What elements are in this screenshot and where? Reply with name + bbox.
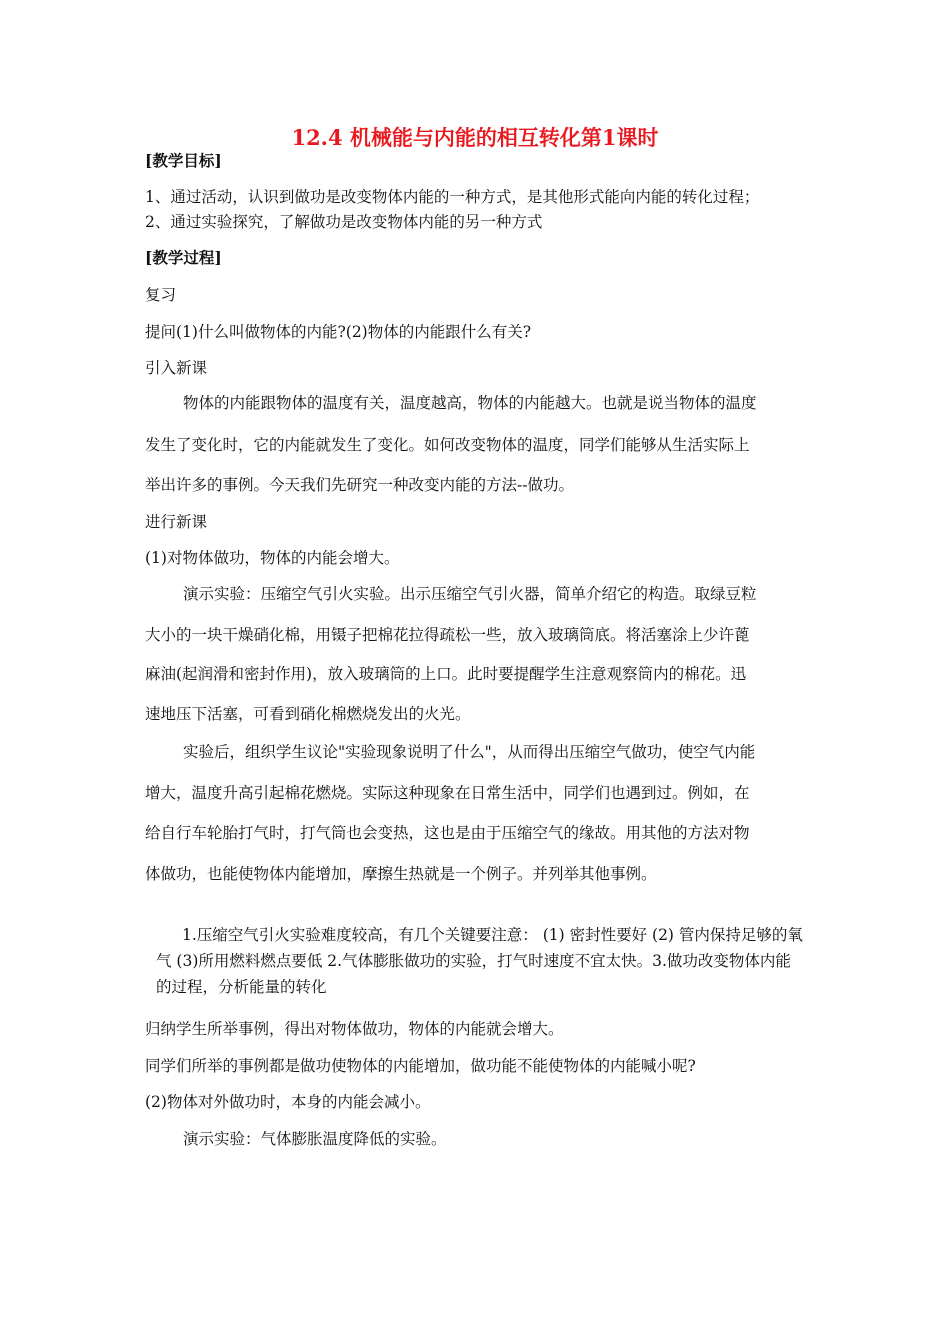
demo2: 演示实验：气体膨胀温度降低的实验。 <box>183 1130 447 1148</box>
goal-item: 2、通过实验探究，了解做功是改变物体内能的另一种方式 <box>145 213 543 231</box>
intro-line: 物体的内能跟物体的温度有关，温度越高，物体的内能越大。也就是说当物体的温度 <box>183 394 757 412</box>
after-line: 给自行车轮胎打气时，打气筒也会变热，这也是由于压缩空气的缘故。用其他的方法对物 <box>145 824 750 842</box>
point-1: (1)对物体做功，物体的内能会增大。 <box>145 549 400 567</box>
intro-line: 举出许多的事例。今天我们先研究一种改变内能的方法--做功。 <box>145 476 574 494</box>
demo1-line: 大小的一块干燥硝化棉，用镊子把棉花拉得疏松一些，放入玻璃筒底。将活塞涂上少许蓖 <box>145 626 750 644</box>
review-label: 复习 <box>145 286 177 304</box>
goals-heading: [教学目标] <box>145 151 222 170</box>
demo1-line: 速地压下活塞，可看到硝化棉燃烧发出的火光。 <box>145 705 471 723</box>
demo1-line: 演示实验：压缩空气引火实验。出示压缩空气引火器，简单介绍它的构造。取绿豆粒 <box>183 585 757 603</box>
process-heading: [教学过程] <box>145 248 222 267</box>
new-lesson-label: 进行新课 <box>145 513 208 531</box>
document-title: 12.4 机械能与内能的相互转化第1课时 <box>291 125 659 150</box>
summary: 归纳学生所举事例，得出对物体做功，物体的内能就会增大。 <box>145 1020 564 1038</box>
intro-label: 引入新课 <box>145 359 208 377</box>
after-line: 实验后，组织学生议论"实验现象说明了什么"，从而得出压缩空气做功，使空气内能 <box>183 743 756 761</box>
point-2: (2)物体对外做功时，本身的内能会减小。 <box>145 1093 431 1111</box>
intro-line: 发生了变化时，它的内能就发生了变化。如何改变物体的温度，同学们能够从生活实际上 <box>145 436 750 454</box>
teaching-note: 1.压缩空气引火实验难度较高，有几个关键要注意： (1) 密封性要好 (2) 管内保持足够的氧气 (3)所用燃料燃点要低 2.气体膨胀做功的实验，打气时速度不宜太快。3.做功改变物体内能的过程，分析能量的转化 <box>156 926 803 996</box>
question: 同学们所举的事例都是做功使物体的内能增加，做功能不能使物体的内能喊小呢? <box>145 1057 696 1075</box>
review-question: 提问(1)什么叫做物体的内能?(2)物体的内能跟什么有关? <box>145 323 532 341</box>
after-line: 体做功，也能使物体内能增加，摩擦生热就是一个例子。并列举其他事例。 <box>145 865 657 883</box>
after-line: 增大，温度升高引起棉花燃烧。实际这种现象在日常生活中，同学们也遇到过。例如，在 <box>145 784 750 802</box>
goal-item: 1、通过活动，认识到做功是改变物体内能的一种方式，是其他形式能向内能的转化过程； <box>145 188 760 206</box>
demo1-line: 麻油(起润滑和密封作用)，放入玻璃筒的上口。此时要提醒学生注意观察筒内的棉花。迅 <box>145 665 747 683</box>
